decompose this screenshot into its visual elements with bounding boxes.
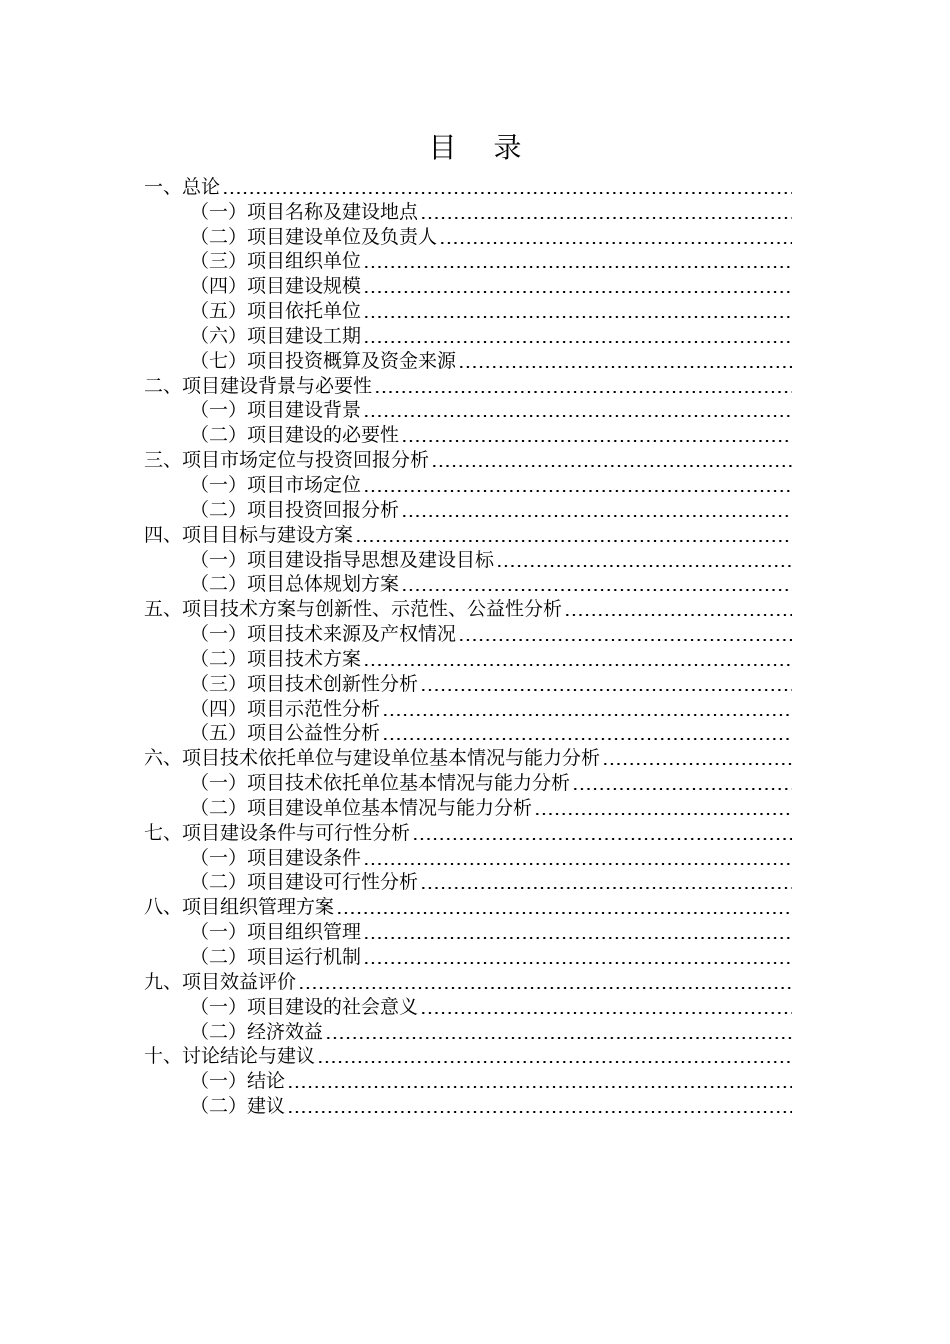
toc-entry-text: （二）项目技术方案 (190, 647, 362, 670)
dot-leader (401, 440, 792, 442)
toc-title: 目 录 (428, 131, 536, 164)
toc-section-entry[interactable] (144, 273, 792, 298)
dot-leader (564, 614, 792, 616)
toc-chapter-entry[interactable] (144, 174, 792, 199)
toc-section-entry[interactable] (144, 472, 792, 497)
dot-leader (374, 391, 792, 393)
toc-section-entry[interactable] (144, 298, 792, 323)
dot-leader (420, 887, 792, 889)
toc-entry-text: （一）项目市场定位 (190, 473, 362, 496)
dot-leader (363, 863, 792, 865)
dot-leader (363, 291, 792, 293)
toc-section-entry[interactable] (144, 572, 792, 597)
dot-leader (572, 788, 792, 790)
dot-leader (363, 664, 792, 666)
toc-entry-text: （二）项目投资回报分析 (190, 498, 400, 521)
toc-entry-text: （五）项目依托单位 (190, 300, 362, 323)
dot-leader (363, 341, 792, 343)
toc-entry-text: （二）项目建设可行性分析 (190, 871, 419, 894)
toc-entry-text: （一）项目技术依托单位基本情况与能力分析 (190, 772, 571, 795)
dot-leader (287, 1086, 792, 1088)
dot-leader (382, 714, 792, 716)
toc-entry-text: （一）项目组织管理 (190, 921, 362, 944)
toc-section-entry[interactable] (144, 1019, 792, 1044)
toc-section-entry[interactable] (144, 696, 792, 721)
dot-leader (336, 912, 792, 914)
dot-leader (363, 415, 792, 417)
dot-leader (363, 490, 792, 492)
toc-entry-text: （二）项目总体规划方案 (190, 573, 400, 596)
toc-section-entry[interactable] (144, 994, 792, 1019)
dot-leader (401, 515, 792, 517)
toc-section-entry[interactable] (144, 919, 792, 944)
toc-entry-text: 九、项目效益评价 (144, 970, 297, 993)
toc-section-entry[interactable] (144, 323, 792, 348)
dot-leader (602, 763, 792, 765)
dot-leader (431, 465, 792, 467)
toc-entry-text: 六、项目技术依托单位与建设单位基本情况与能力分析 (144, 747, 601, 770)
toc-chapter-entry[interactable] (144, 820, 792, 845)
toc-entry-text: （一）结论 (190, 1070, 286, 1093)
toc-entry-text: （一）项目建设指导思想及建设目标 (190, 548, 495, 571)
toc-section-entry[interactable] (144, 845, 792, 870)
toc-entry-text: （四）项目示范性分析 (190, 697, 381, 720)
toc-chapter-entry[interactable] (144, 745, 792, 770)
dot-leader (439, 242, 792, 244)
toc-section-entry[interactable] (144, 621, 792, 646)
toc-section-entry[interactable] (144, 671, 792, 696)
toc-entry-text: （一）项目建设的社会意义 (190, 995, 419, 1018)
toc-chapter-entry[interactable] (144, 969, 792, 994)
toc-entry-text: （一）项目建设背景 (190, 399, 362, 422)
toc-entry-text: （六）项目建设工期 (190, 324, 362, 347)
toc-entry-text: 四、项目目标与建设方案 (144, 523, 354, 546)
dot-leader (363, 962, 792, 964)
toc-section-entry[interactable] (144, 199, 792, 224)
dot-leader (420, 217, 792, 219)
toc-entry-text: （一）项目建设条件 (190, 846, 362, 869)
dot-leader (298, 987, 792, 989)
dot-leader (317, 1061, 792, 1063)
toc-section-entry[interactable] (144, 224, 792, 249)
toc-entry-text: 二、项目建设背景与必要性 (144, 374, 373, 397)
dot-leader (325, 1037, 792, 1039)
table-of-contents (144, 174, 792, 1118)
toc-chapter-entry[interactable] (144, 447, 792, 472)
toc-section-entry[interactable] (144, 770, 792, 795)
toc-entry-text: 十、讨论结论与建议 (144, 1045, 316, 1068)
toc-section-entry[interactable] (144, 249, 792, 274)
dot-leader (363, 937, 792, 939)
dot-leader (363, 316, 792, 318)
toc-entry-text: （一）项目名称及建设地点 (190, 200, 419, 223)
toc-chapter-entry[interactable] (144, 1044, 792, 1069)
dot-leader (401, 589, 792, 591)
toc-section-entry[interactable] (144, 795, 792, 820)
toc-entry-text: （二）项目建设的必要性 (190, 424, 400, 447)
toc-entry-text: （五）项目公益性分析 (190, 722, 381, 745)
toc-section-entry[interactable] (144, 348, 792, 373)
dot-leader (534, 813, 792, 815)
dot-leader (355, 540, 792, 542)
toc-section-entry[interactable] (144, 721, 792, 746)
dot-leader (420, 1012, 792, 1014)
toc-section-entry[interactable] (144, 547, 792, 572)
toc-section-entry[interactable] (144, 944, 792, 969)
toc-entry-text: 八、项目组织管理方案 (144, 896, 335, 919)
dot-leader (222, 192, 792, 194)
dot-leader (420, 689, 792, 691)
toc-section-entry[interactable] (144, 870, 792, 895)
toc-chapter-entry[interactable] (144, 522, 792, 547)
toc-entry-text: （三）项目组织单位 (190, 250, 362, 273)
toc-section-entry[interactable] (144, 422, 792, 447)
toc-entry-text: 五、项目技术方案与创新性、示范性、公益性分析 (144, 598, 563, 621)
dot-leader (363, 266, 792, 268)
dot-leader (458, 639, 792, 641)
toc-section-entry[interactable] (144, 646, 792, 671)
toc-chapter-entry[interactable] (144, 596, 792, 621)
dot-leader (287, 1111, 792, 1113)
dot-leader (412, 838, 792, 840)
toc-entry-text: （二）项目建设单位基本情况与能力分析 (190, 796, 533, 819)
toc-entry-text: （二）建议 (190, 1095, 286, 1118)
toc-entry-text: （一）项目技术来源及产权情况 (190, 623, 457, 646)
toc-section-entry[interactable] (144, 398, 792, 423)
toc-entry-text: 一、总论 (144, 175, 221, 198)
toc-entry-text: （二）项目运行机制 (190, 946, 362, 968)
toc-entry-text: （四）项目建设规模 (190, 275, 362, 298)
dot-leader (458, 366, 792, 368)
toc-entry-text: （二）经济效益 (190, 1020, 324, 1043)
toc-entry-text: 七、项目建设条件与可行性分析 (144, 821, 411, 844)
toc-section-entry[interactable] (144, 1068, 792, 1093)
toc-entry-text: （七）项目投资概算及资金来源 (190, 349, 457, 372)
toc-section-entry[interactable] (144, 497, 792, 522)
dot-leader (382, 738, 792, 740)
toc-section-entry[interactable] (144, 1093, 792, 1118)
toc-entry-text: （二）项目建设单位及负责人 (190, 225, 438, 248)
toc-chapter-entry[interactable] (144, 894, 792, 919)
toc-chapter-entry[interactable] (144, 373, 792, 398)
toc-entry-text: 三、项目市场定位与投资回报分析 (144, 449, 430, 472)
toc-entry-text: （三）项目技术创新性分析 (190, 672, 419, 695)
dot-leader (496, 565, 792, 567)
